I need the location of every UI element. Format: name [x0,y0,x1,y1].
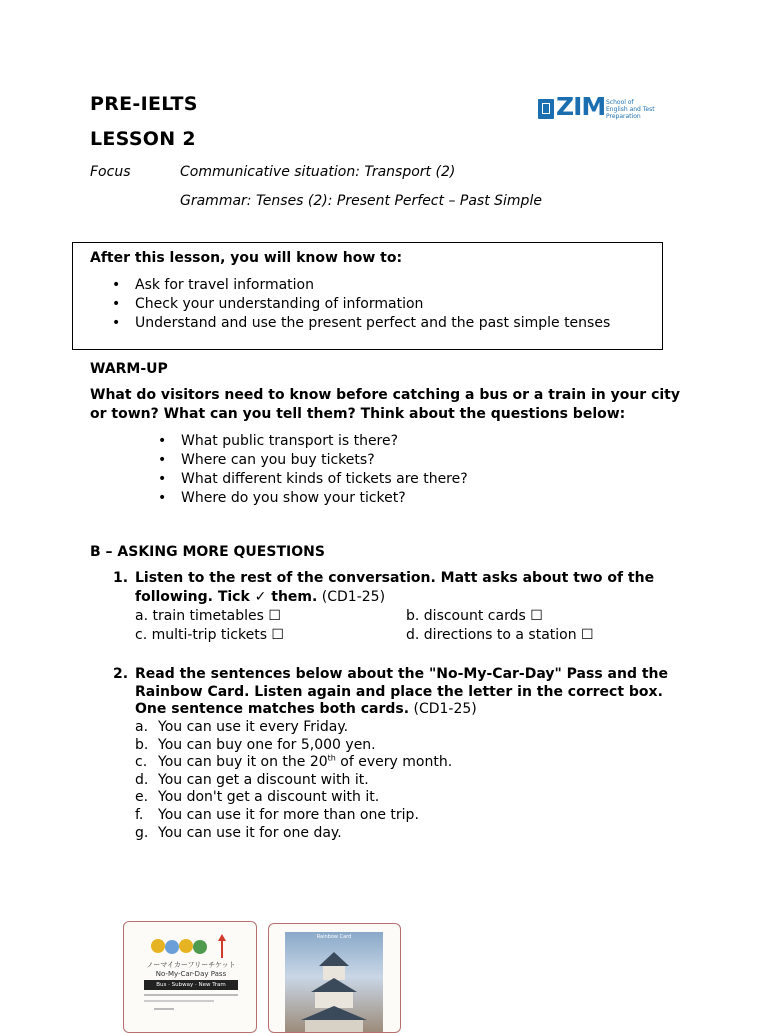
list-item: • What public transport is there? [156,432,468,451]
q1-option-d[interactable]: d. directions to a station ☐ [406,627,594,643]
question-2-text: Read the sentences below about the "No-My-Car-Day" Pass and the Rainbow Card. Listen again and place the letter in the correct box. One sentence matches both cards. (CD1-25) [135,666,668,718]
list-item: b. You can buy one for 5,000 yen. [135,736,376,753]
list-item: • Ask for travel information [110,276,610,295]
zim-logo [538,92,658,124]
title-line-2: LESSON 2 [90,128,196,150]
objectives-list [110,276,610,333]
book-icon [538,99,554,119]
focus-label: Focus [90,164,131,180]
rainbow-card-photo [285,932,383,1032]
list-item: f. You can use it for more than one trip. [135,806,419,823]
pass-text-line [144,994,238,996]
warmup-heading: WARM-UP [90,361,168,377]
pass-text-line [144,1000,214,1002]
focus-line-2: Grammar: Tenses (2): Present Perfect – Past Simple [180,193,542,209]
pass-modes-band: Bus · Subway · New Tram [144,980,238,990]
q1-option-c[interactable]: c. multi-trip tickets ☐ [135,627,284,643]
q1-option-b[interactable]: b. discount cards ☐ [406,608,543,624]
pass-text-line [154,1008,174,1010]
logo-subtitle: School of English and Test Preparation [606,99,655,120]
pass-en-title: No-My-Car-Day Pass [155,970,227,978]
q1-option-a[interactable]: a. train timetables ☐ [135,608,281,624]
warmup-question: What do visitors need to know before catching a bus or a train in your city or town? What can you tell them? Think about the questions below: [90,387,680,422]
objectives-heading: After this lesson, you will know how to: [90,250,403,266]
title-line-1: PRE-IELTS [90,93,198,115]
list-item: a. You can use it every Friday. [135,719,349,735]
rainbow-card-image [268,923,401,1033]
question-2-number: 2. [113,666,129,682]
objectives-box [72,242,663,350]
logo-name: ZIM [556,92,606,121]
list-item: • Understand and use the present perfect and the past simple tenses [110,314,610,333]
list-item: • Where can you buy tickets? [156,451,468,470]
arrow-up-icon [218,934,226,958]
warmup-list [156,432,468,508]
list-item: • What different kinds of tickets are there? [156,470,468,489]
question-1-text: Listen to the rest of the conversation. Matt asks about two of the following. Tick ✓ them. (CD1-25) [135,570,655,605]
question-1-number: 1. [113,570,129,586]
no-my-car-day-pass-image [123,921,257,1033]
list-item: • Check your understanding of information [110,295,610,314]
list-item: d. You can get a discount with it. [135,771,369,788]
list-item: g. You can use it for one day. [135,824,342,841]
focus-line-1: Communicative situation: Transport (2) [180,164,456,180]
rainbow-card-label: Rainbow Card [316,934,352,940]
pass-mascots-icon [150,936,210,956]
list-item: e. You don't get a discount with it. [135,789,380,806]
pass-jp-title: ノーマイカーフリーチケット [146,961,236,969]
q2-sentence-list [135,719,452,842]
list-item: • Where do you show your ticket? [156,489,468,508]
section-b-heading: B – ASKING MORE QUESTIONS [90,544,325,560]
list-item: c. You can buy it on the 20th of every month. [135,753,453,771]
castle-icon [299,950,369,1032]
